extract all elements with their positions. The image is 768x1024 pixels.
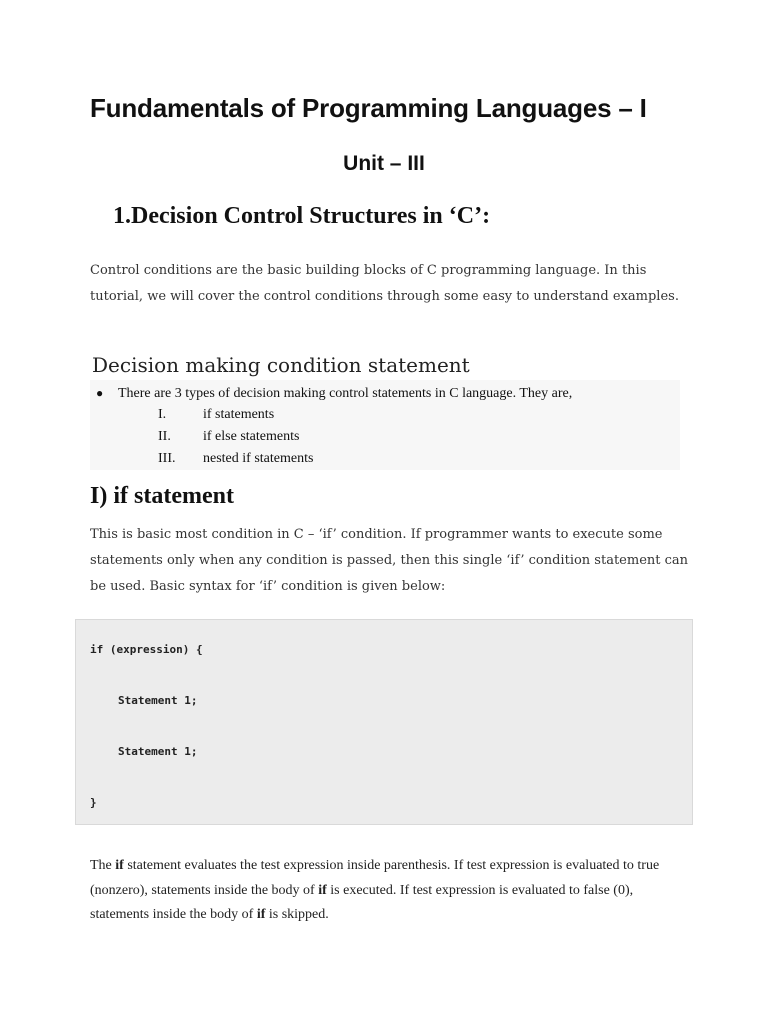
- keyword-if: if: [115, 858, 124, 873]
- code-line: }: [90, 796, 97, 809]
- if-statement-description: This is basic most condition in C – ‘if’ condition. If programmer wants to execute some statements only when any condition is passed, then this single ‘if’ condition statement can be used. Basic syntax for ‘if’ condition is given below:: [90, 527, 689, 594]
- list-item-label: nested if statements: [203, 451, 314, 466]
- list-item-label: if else statements: [203, 429, 300, 444]
- code-line: Statement 1;: [118, 745, 198, 758]
- list-item: [158, 407, 274, 423]
- types-intro-text: There are 3 types of decision making control statements in C language. They are,: [118, 386, 573, 401]
- list-item-label: if statements: [203, 407, 275, 422]
- list-item-number: I.: [158, 407, 167, 422]
- decision-making-heading: Decision making condition statement: [92, 353, 470, 377]
- if-statement-heading: I) if statement: [90, 483, 234, 509]
- list-item: [158, 429, 299, 445]
- document-title: Fundamentals of Programming Languages – I: [90, 93, 647, 123]
- intro-paragraph: Control conditions are the basic building blocks of C programming language. In this tutorial, we will cover the control conditions through some easy to understand examples.: [90, 263, 679, 304]
- list-item-number: III.: [158, 451, 176, 466]
- keyword-if: if: [318, 882, 327, 898]
- section-heading-decision-control: 1.Decision Control Structures in ‘C’:: [113, 203, 491, 229]
- code-line: if (expression) {: [90, 643, 203, 656]
- code-line: Statement 1;: [118, 694, 198, 707]
- if-explanation-paragraph: The if statement evaluates the test expression inside parenthesis. If test expression is evaluated to true (nonzero), statements inside the body of if is executed. If test expression is evaluated to false (0), statements inside the body of if is skipped.: [90, 858, 660, 922]
- keyword-if: if: [256, 907, 266, 922]
- bullet-icon: ●: [96, 386, 104, 400]
- unit-heading: Unit – III: [343, 152, 425, 175]
- list-item-number: II.: [158, 429, 171, 444]
- code-block: [75, 619, 693, 825]
- list-item: [158, 451, 313, 467]
